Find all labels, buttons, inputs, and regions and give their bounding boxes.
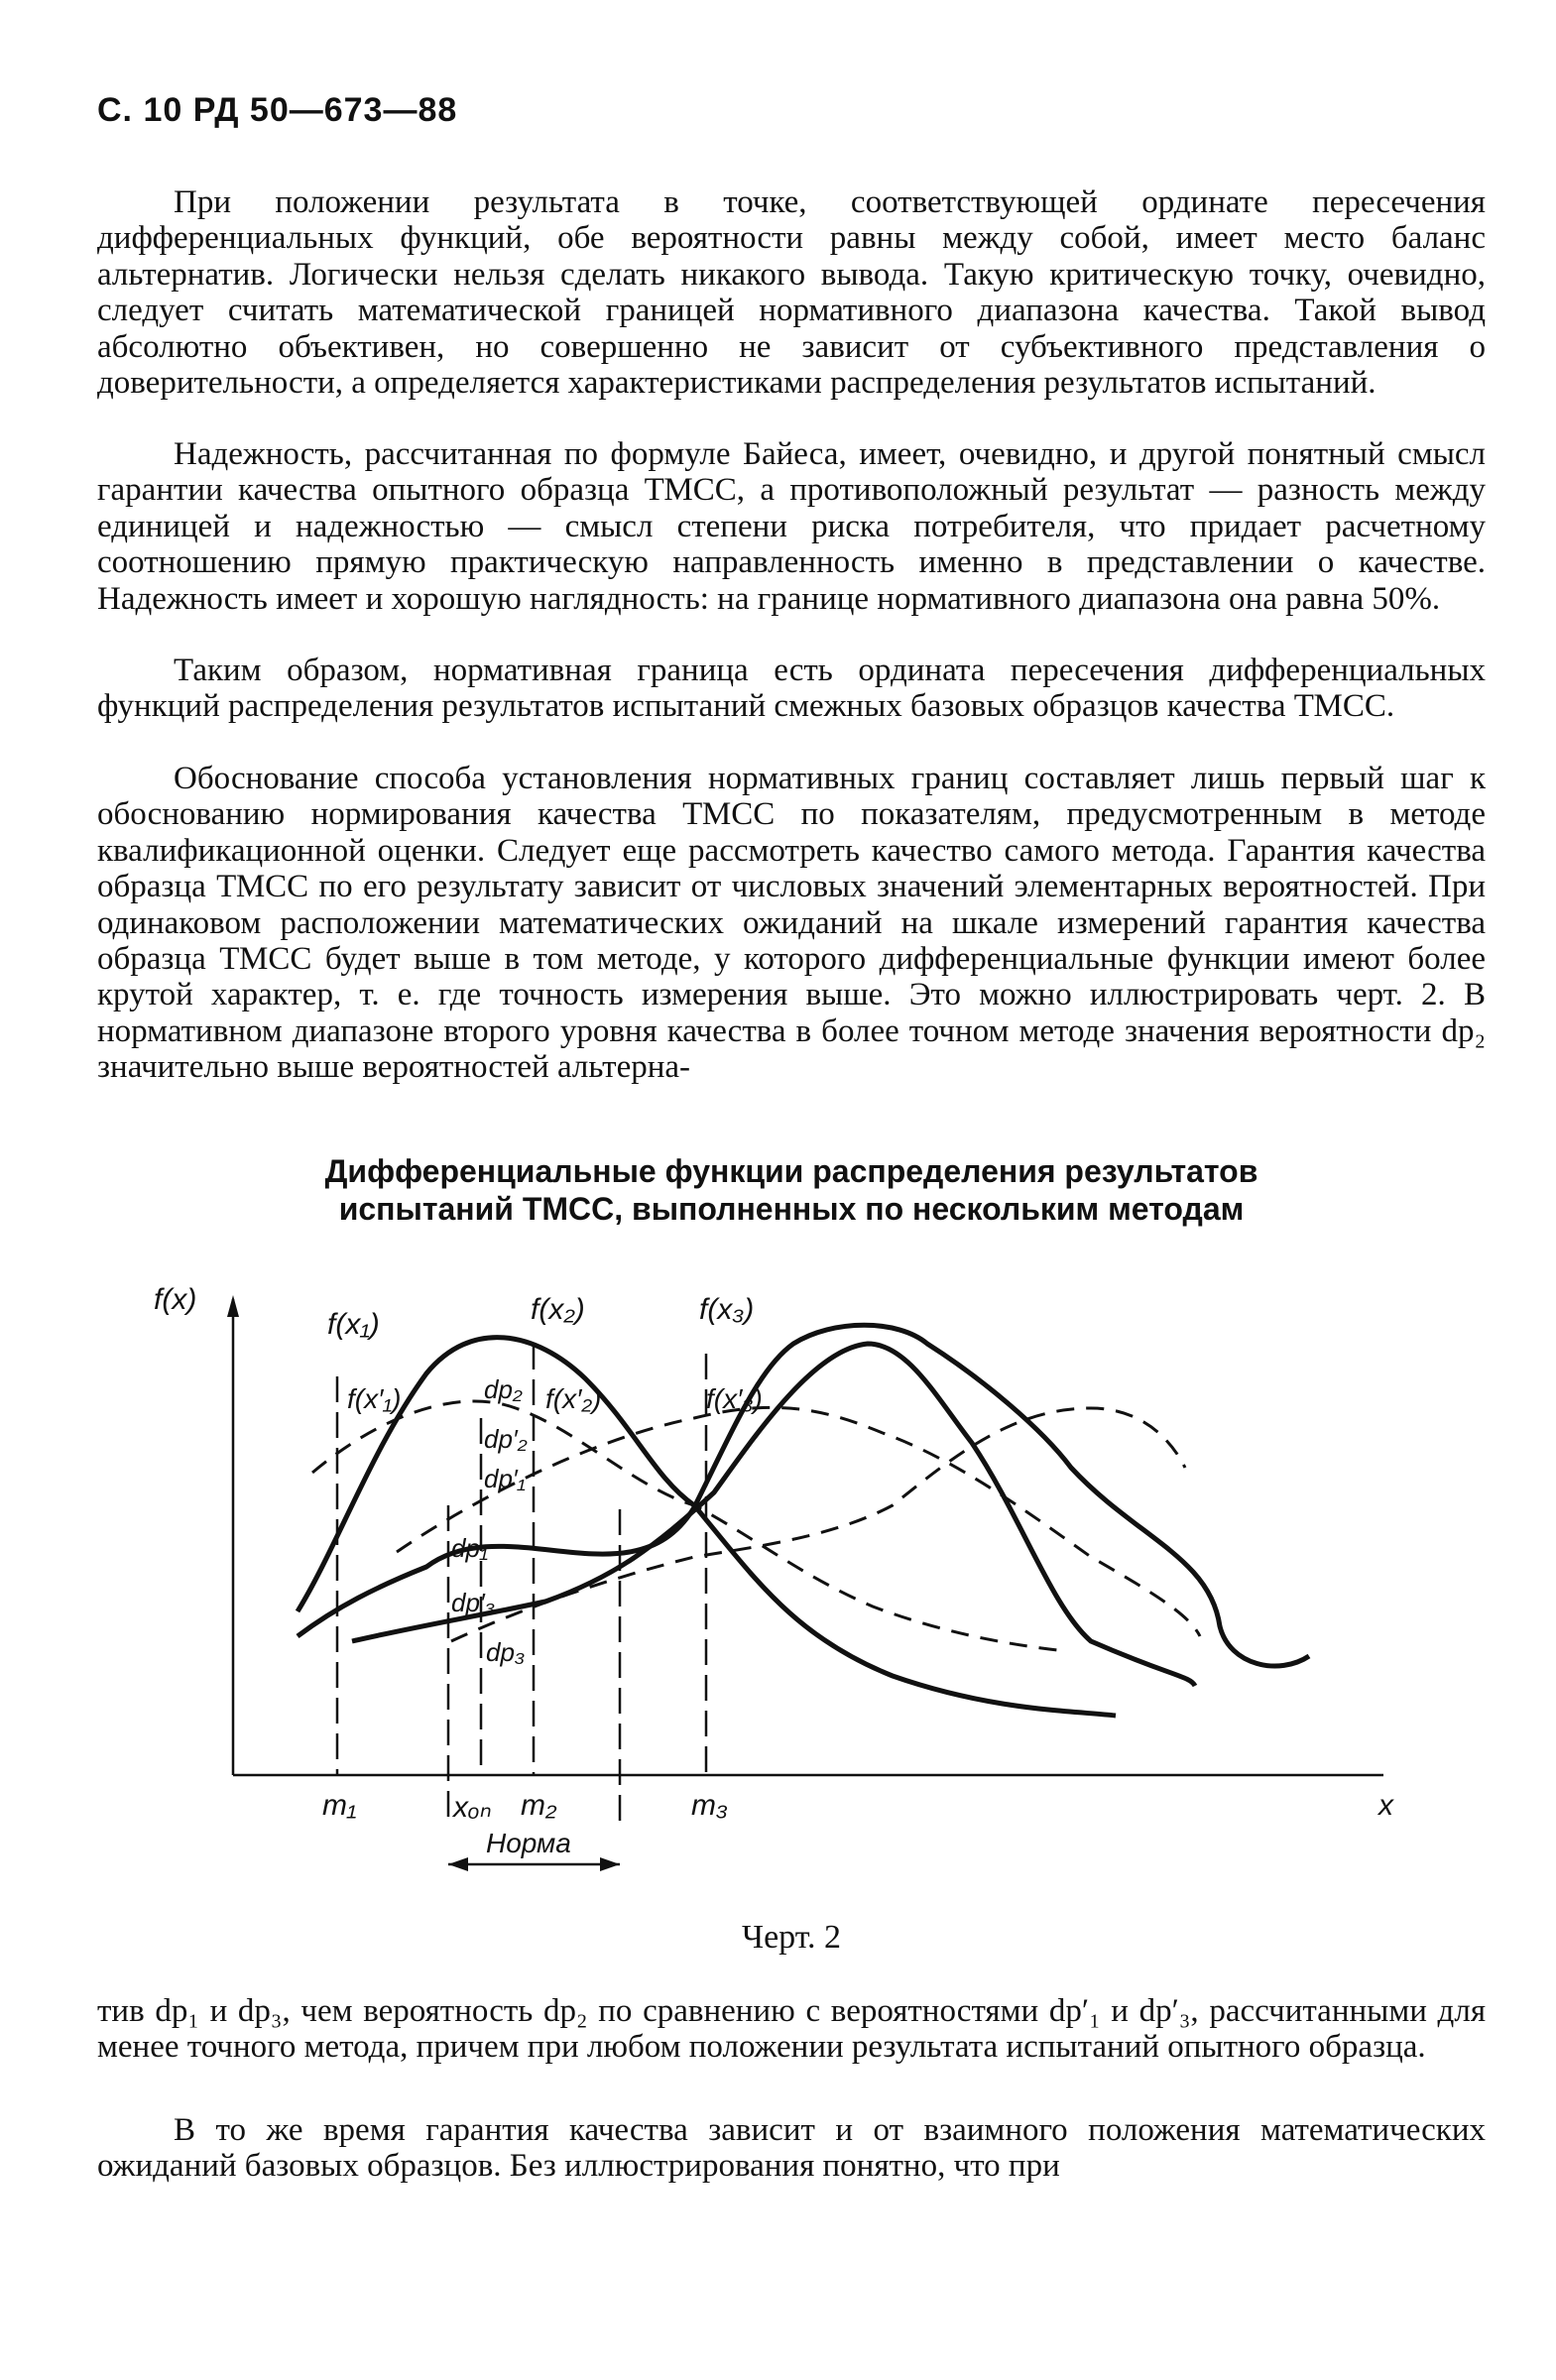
paragraph-1: При положении результата в точке, соответствующей ординате пересечения дифференциальных функций, обе вероятности равны между собой, имеет место баланс альтернатив. Логически нельзя сделать никакого вывода. Такую критическую точку, очевидно, следует считать математической границей нормативного диапазона качества. Такой вывод абсолютно объективен, но совершенно не зависит от субъективного представления о доверительности, а определяется характеристиками распределения результатов испытаний. — [97, 184, 1486, 402]
label-m2: m₂ — [521, 1789, 557, 1822]
distribution-chart — [99, 1259, 1428, 1894]
label-m1: m₁ — [322, 1789, 357, 1822]
label-norma: Норма — [486, 1828, 571, 1858]
label-f-x3-prime: f(x′₃) — [706, 1383, 763, 1414]
label-dp2: dp₂ — [484, 1374, 523, 1404]
paragraph-3: Таким образом, нормативная граница есть ордината пересечения дифференциальных функций распределения результатов испытаний смежных базовых образцов качества ТМСС. — [97, 653, 1486, 725]
label-m3: m₃ — [691, 1789, 728, 1822]
label-dp1: dp₁ — [451, 1533, 489, 1563]
curve-f-x2 — [352, 1344, 1195, 1686]
label-dp2-prime: dp′₂ — [484, 1424, 528, 1454]
figure-title-line-2: испытаний ТМСС, выполненных по нескольким методам — [338, 1191, 1245, 1227]
label-f-x3: f(x₃) — [699, 1293, 755, 1326]
figure-title — [97, 1152, 1486, 1228]
label-f-x1: f(x₁) — [327, 1308, 380, 1341]
figure-caption: Черт. 2 — [741, 1919, 842, 1956]
paragraph-5: тив dp₁ и dp₃, чем вероятность dp₂ по сравнению с вероятностями dp′₁ и dp′₃, рассчитанными для менее точного метода, причем при любом положении результата испытаний опытного образца. — [97, 1993, 1486, 2066]
curve-f-x1-prime — [312, 1401, 1066, 1651]
label-f-x2: f(x₂) — [531, 1293, 585, 1326]
label-dp1-prime: dp′₁ — [484, 1464, 526, 1493]
label-xon: xₒₙ — [453, 1791, 492, 1824]
figure-title-line-1: Дифференциальные функции распределения результатов — [324, 1153, 1258, 1189]
label-f-x2-prime: f(x′₂) — [545, 1383, 602, 1414]
label-f-x1-prime: f(x′₁) — [347, 1383, 402, 1414]
label-y-axis: f(x) — [154, 1283, 197, 1316]
paragraph-2: Надежность, рассчитанная по формуле Байеса, имеет, очевидно, и другой понятный смысл гарантии качества опытного образца ТМСС, а противоположный результат — разность между единицей и надежностью — смысл степени риска потребителя, что придает расчетному соотношению прямую практическую направленность именно в представлении о качестве. Надежность имеет и хорошую наглядность: на границе нормативного диапазона она равна 50%. — [97, 436, 1486, 617]
page-header: С. 10 РД 50—673—88 — [97, 91, 458, 129]
label-x-axis: x — [1378, 1789, 1393, 1822]
label-dp3-prime: dp′₃ — [451, 1588, 496, 1617]
paragraph-4: Обоснование способа установления нормативных границ составляет лишь первый шаг к обоснованию нормирования качества ТМСС по показателям, предусмотренным в методе квалификационной оценки. Следует еще рассмотреть качество самого метода. Гарантия качества образца ТМСС по его результату зависит от числовых значений элементарных вероятностей. При одинаковом расположении математических ожиданий на шкале измерений гарантия качества образца ТМСС будет выше в том методе, у которого дифференциальные функции имеют более крутой характер, т. е. где точность измерения выше. Это можно иллюстрировать черт. 2. В нормативном диапазоне второго уровня качества в более точном методе значения вероятности dp₂ значительно выше вероятностей альтерна- — [97, 761, 1486, 1086]
curve-f-x3-prime — [451, 1408, 1185, 1641]
paragraph-6: В то же время гарантия качества зависит и от взаимного положения математических ожиданий базовых образцов. Без иллюстрирования понятно, что при — [97, 2112, 1486, 2185]
label-dp3: dp₃ — [486, 1637, 526, 1667]
y-axis-arrow — [227, 1295, 239, 1317]
